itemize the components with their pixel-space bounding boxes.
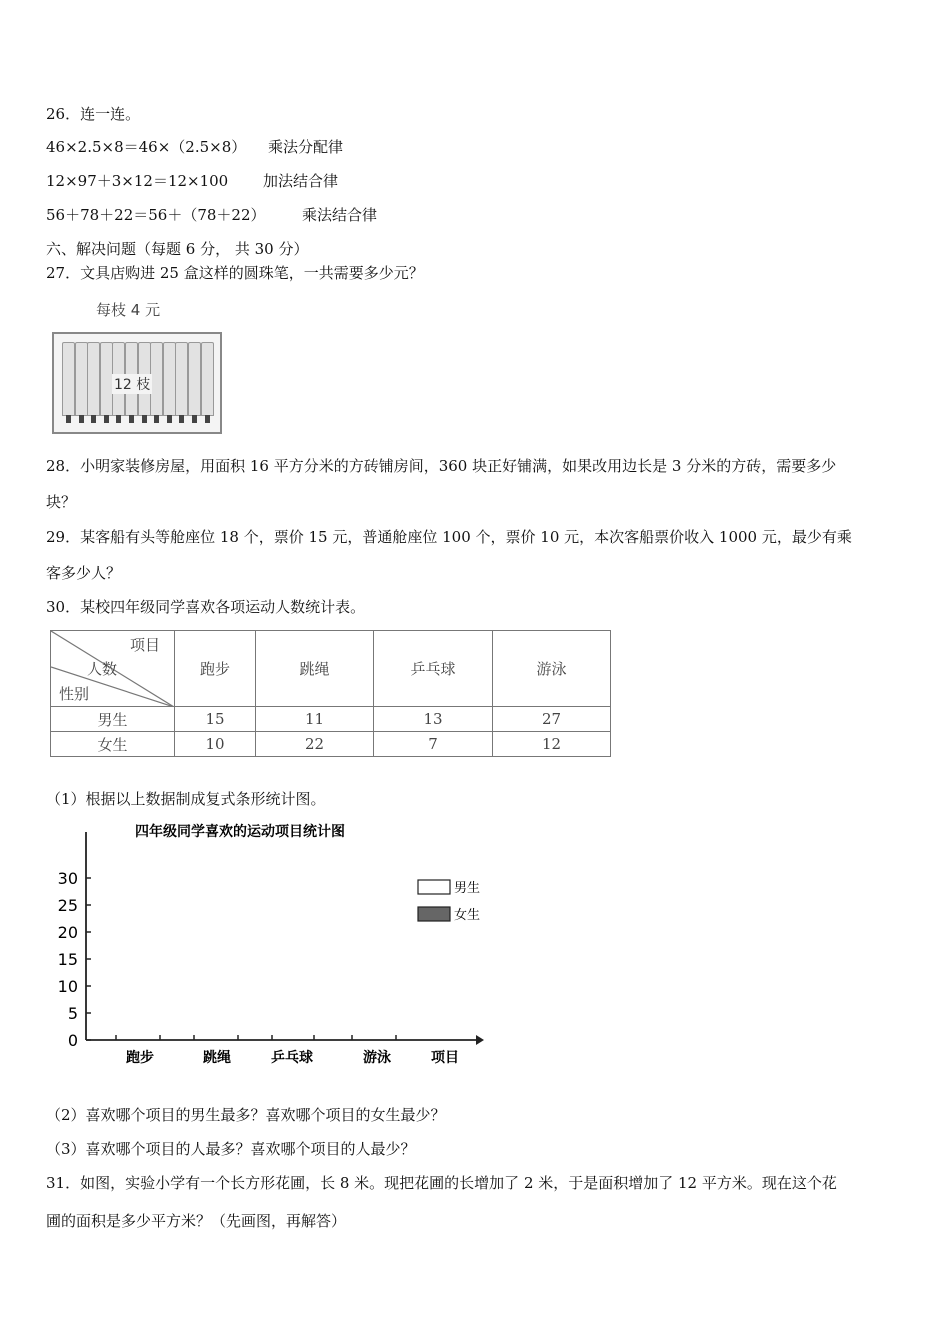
q28-line-1: 28．小明家装修房屋，用面积 16 平方分米的方砖铺房间，360 块正好铺满，如果改用边长是 3 分米的方砖，需要多少	[46, 457, 837, 475]
diag-header-top: 项目	[129, 636, 160, 654]
col-header-running: 跑步	[175, 631, 256, 707]
q29-line-1: 29．某客船有头等舱座位 18 个，票价 15 元，普通舱座位 100 个，票价 10 元，本次客船票价收入 1000 元，最少有乘	[46, 528, 852, 546]
pen-icon	[100, 342, 113, 416]
x-axis-arrow	[476, 1035, 484, 1045]
pen-icon	[188, 342, 201, 416]
q30-title: 30．某校四年级同学喜欢各项运动人数统计表。	[46, 598, 366, 616]
cell-boys-swim: 27	[493, 707, 611, 732]
q27-text: 27．文具店购进 25 盒这样的圆珠笔，一共需要多少元？	[46, 264, 424, 282]
col-header-pingpong: 乒乓球	[374, 631, 493, 707]
legend-swatch	[418, 880, 450, 894]
row-label-boys: 男生	[51, 707, 175, 732]
q26-row-3-right: 乘法结合律	[302, 206, 378, 224]
q31-line-1: 31．如图，实验小学有一个长方形花圃，长 8 米。现把花圃的长增加了 2 米，于是面积增加了 12 平方米。现在这个花	[46, 1174, 837, 1192]
cell-girls-running: 10	[175, 732, 256, 757]
q26-row-1-left: 46×2.5×8＝46×（2.5×8）	[46, 138, 247, 156]
sports-stat-table	[50, 630, 611, 757]
legend-label: 女生	[454, 908, 481, 923]
cell-girls-rope: 22	[256, 732, 374, 757]
q27-price-label: 每枝 4 元	[96, 301, 161, 319]
col-header-rope: 跳绳	[256, 631, 374, 707]
diag-header-bottom: 性别	[59, 685, 90, 703]
q29-line-2: 客多少人？	[46, 564, 122, 582]
pen-icon	[62, 342, 75, 416]
bar-chart	[50, 818, 510, 1068]
diag-header-mid: 人数	[87, 660, 118, 678]
cell-boys-pingpong: 13	[374, 707, 493, 732]
q26-row-1-right: 乘法分配律	[268, 138, 344, 156]
y-tick-label: 30	[57, 869, 78, 888]
chart-title: 四年级同学喜欢的运动项目统计图	[135, 824, 345, 840]
q31-line-2: 圃的面积是多少平方米？（先画图，再解答）	[46, 1212, 347, 1230]
q26-row-3-left: 56＋78＋22＝56＋（78＋22）	[46, 206, 266, 224]
q30-sub-3: （3）喜欢哪个项目的人最多？喜欢哪个项目的人最少？	[46, 1140, 416, 1158]
cell-girls-swim: 12	[493, 732, 611, 757]
pen-icon	[87, 342, 100, 416]
pen-box-image	[52, 332, 222, 434]
pen-icon	[175, 342, 188, 416]
x-category-label: 跑步	[126, 1050, 154, 1066]
y-tick-label: 25	[57, 896, 78, 915]
diagonal-header-cell	[51, 631, 175, 707]
legend-swatch	[418, 907, 450, 921]
y-tick-label: 15	[57, 950, 78, 969]
col-header-swim: 游泳	[493, 631, 611, 707]
q26-title: 26．连一连。	[46, 105, 141, 123]
q28-line-2: 块？	[46, 493, 77, 511]
q30-sub-2: （2）喜欢哪个项目的男生最多？喜欢哪个项目的女生最少？	[46, 1106, 446, 1124]
row-label-girls: 女生	[51, 732, 175, 757]
pen-icon	[75, 342, 88, 416]
pen-icon	[163, 342, 176, 416]
cell-boys-running: 15	[175, 707, 256, 732]
y-tick-label: 10	[57, 977, 78, 996]
q30-sub-1: （1）根据以上数据制成复式条形统计图。	[46, 790, 326, 808]
x-category-label: 游泳	[363, 1050, 391, 1066]
q26-row-2-left: 12×97＋3×12＝12×100	[46, 172, 229, 190]
section-6-heading: 六、解决问题（每题 6 分， 共 30 分）	[46, 240, 309, 258]
q26-row-2-right: 加法结合律	[263, 172, 339, 190]
x-category-label: 乒乓球	[271, 1050, 313, 1066]
legend-label: 男生	[454, 881, 481, 896]
y-tick-label: 0	[67, 1031, 78, 1050]
y-tick-label: 20	[57, 923, 78, 942]
pen-icon	[201, 342, 214, 416]
cell-boys-rope: 11	[256, 707, 374, 732]
y-tick-label: 5	[67, 1004, 78, 1023]
x-axis-label: 项目	[431, 1050, 459, 1066]
x-category-label: 跳绳	[203, 1050, 231, 1066]
cell-girls-pingpong: 7	[374, 732, 493, 757]
q27-box-label: 12 枝	[112, 374, 152, 394]
